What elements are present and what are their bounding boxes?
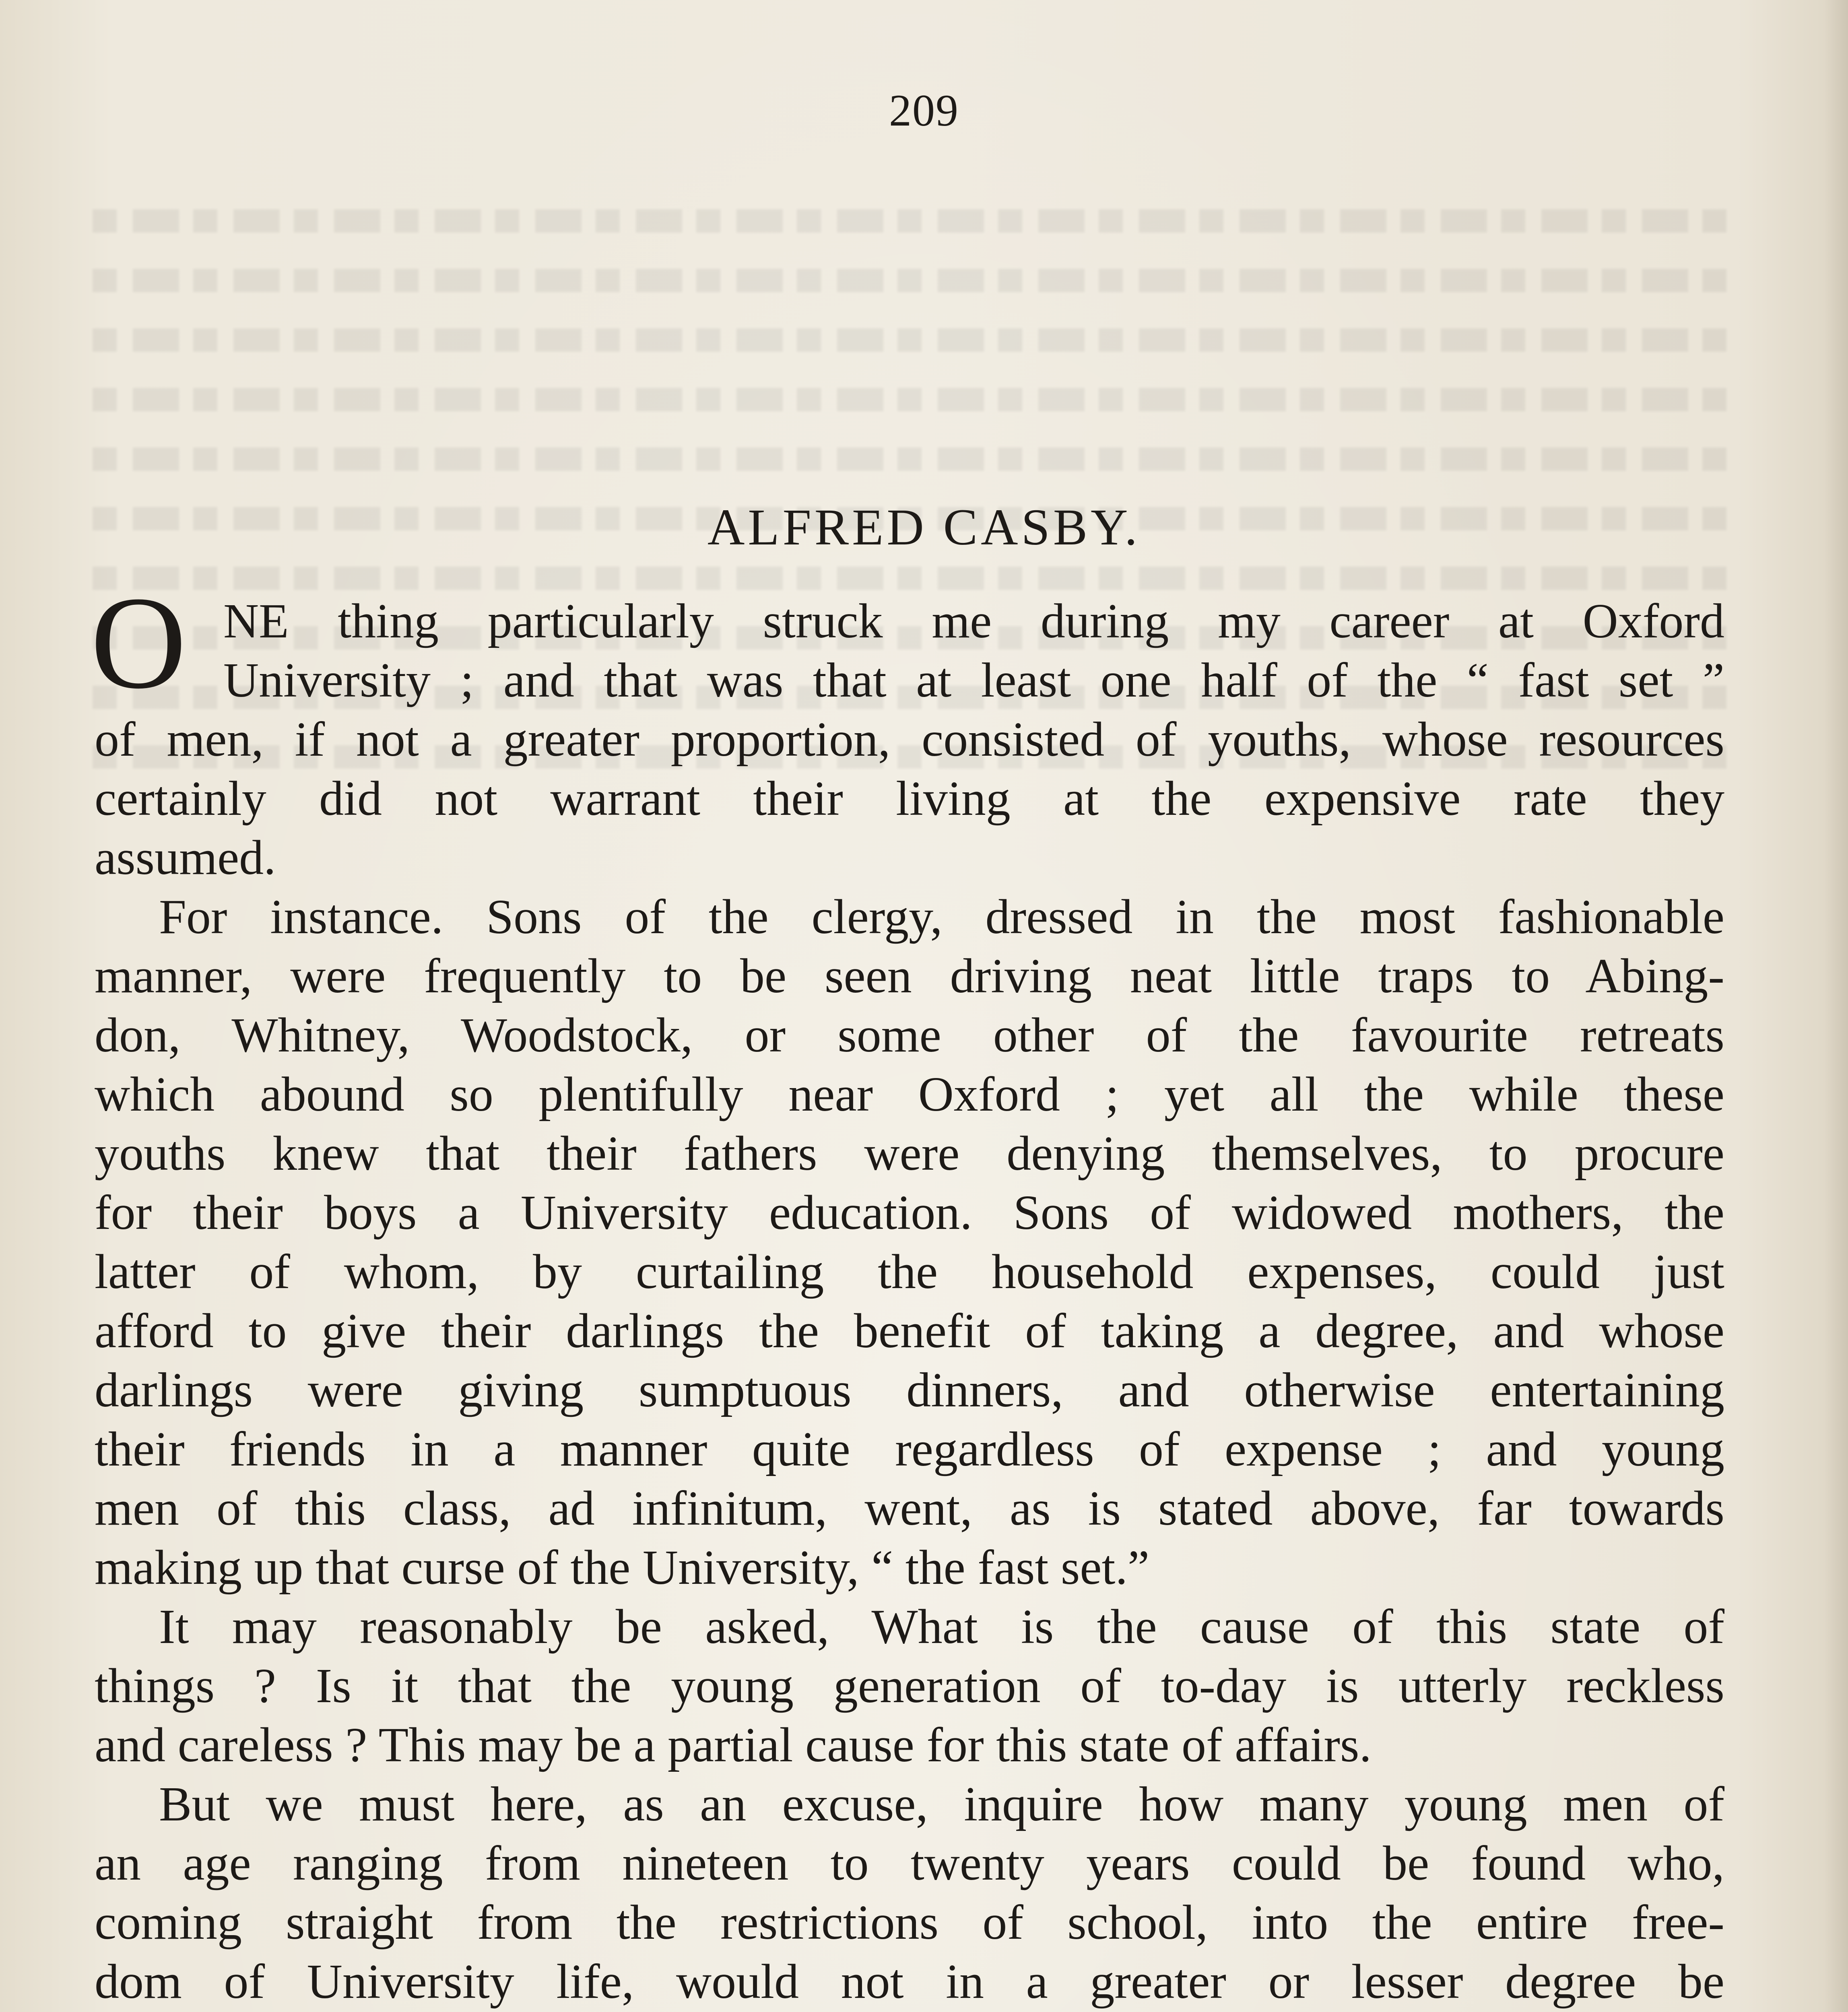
text-line: don, Whitney, Woodstock, or some other of the favourite retreats bbox=[95, 1008, 1724, 1062]
text-line: youths knew that their fathers were denying themselves, to procure bbox=[95, 1126, 1724, 1181]
paragraph bbox=[95, 592, 1724, 887]
paragraph-container bbox=[95, 592, 1724, 2012]
text-line: NE thing particularly struck me during my career at Oxford bbox=[223, 594, 1724, 648]
text-line: certainly did not warrant their living at the expensive rate they bbox=[95, 771, 1724, 826]
drop-cap: O bbox=[91, 569, 187, 716]
text-line: afford to give their darlings the benefit of taking a degree, and whose bbox=[95, 1304, 1724, 1358]
paragraph bbox=[95, 887, 1724, 1597]
text-line: men of this class, ad infinitum, went, as is stated above, far towards bbox=[95, 1481, 1724, 1536]
text-line: University ; and that was that at least one half of the “ fast set ” bbox=[223, 653, 1724, 707]
text-line: dom of University life, would not in a greater or lesser degree be bbox=[95, 1954, 1724, 2009]
text-line: which abound so plentifully near Oxford ; yet all the while these bbox=[95, 1067, 1724, 1121]
text-line: making up that curse of the University, “ the fast set.” bbox=[95, 1540, 1150, 1595]
text-line: things ? Is it that the young generation of to-day is utterly reckless bbox=[95, 1659, 1724, 1713]
text-line: of men, if not a greater proportion, consisted of youths, whose resources bbox=[95, 712, 1724, 767]
text-line: an age ranging from nineteen to twenty years could be found who, bbox=[95, 1836, 1724, 1890]
page-number: 209 bbox=[889, 86, 959, 136]
chapter-title: ALFRED CASBY. bbox=[707, 499, 1141, 556]
text-line: latter of whom, by curtailing the household expenses, could just bbox=[95, 1245, 1724, 1299]
text-line: manner, were frequently to be seen driving neat little traps to Abing- bbox=[95, 949, 1724, 1003]
page-edge-shadow bbox=[1824, 0, 1848, 2012]
body-text bbox=[91, 569, 1724, 2012]
text-line: their friends in a manner quite regardless of expense ; and young bbox=[95, 1422, 1724, 1476]
text-line: for their boys a University education. Sons of widowed mothers, the bbox=[95, 1185, 1724, 1240]
paragraph bbox=[95, 1775, 1724, 2012]
text-line: coming straight from the restrictions of school, into the entire free- bbox=[95, 1895, 1724, 1950]
text-line: But we must here, as an excuse, inquire how many young men of bbox=[159, 1777, 1724, 1831]
text-line: assumed. bbox=[95, 831, 276, 885]
text-line: For instance. Sons of the clergy, dressed in the most fashionable bbox=[159, 890, 1724, 944]
text-line: It may reasonably be asked, What is the cause of this state of bbox=[159, 1600, 1724, 1654]
text-line: darlings were giving sumptuous dinners, and otherwise entertaining bbox=[95, 1363, 1724, 1417]
text-line: and careless ? This may be a partial cause for this state of affairs. bbox=[95, 1718, 1372, 1772]
paragraph bbox=[95, 1597, 1724, 1775]
